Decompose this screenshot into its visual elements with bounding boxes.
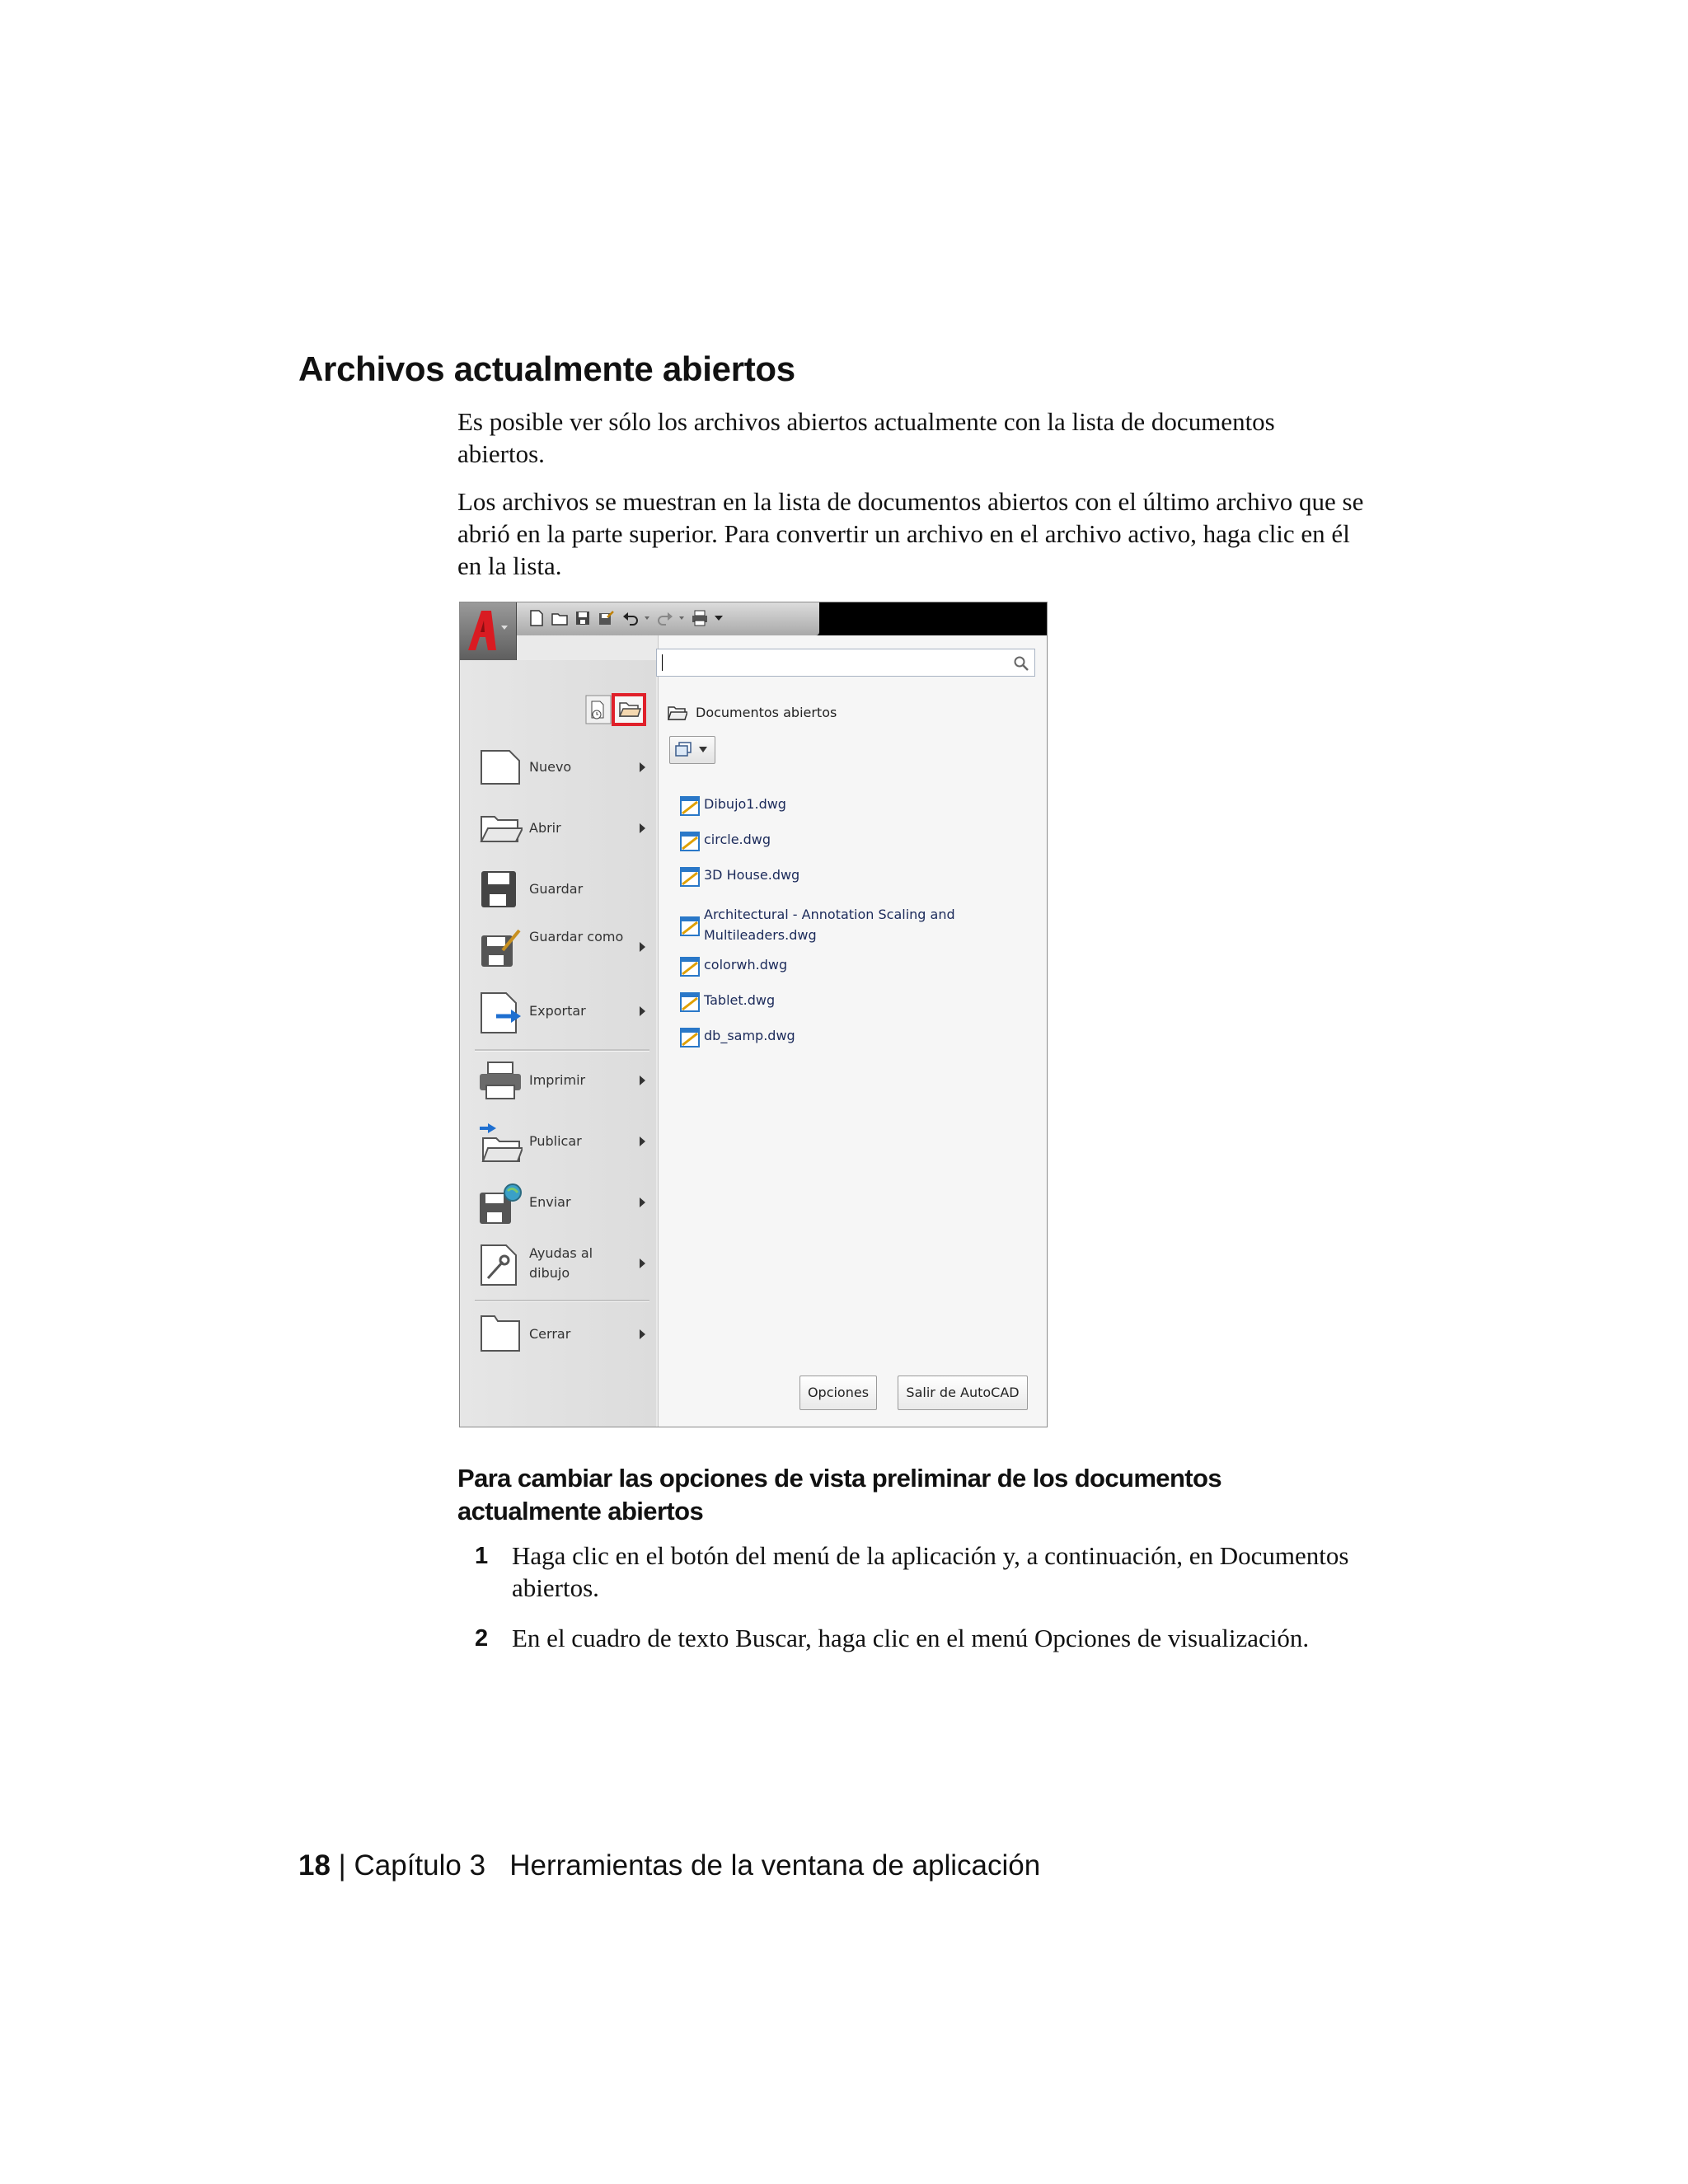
display-options-button[interactable] (669, 736, 715, 764)
footer-chapter-title: Herramientas de la ventana de aplicación (509, 1849, 1041, 1882)
menu-item-label: Guardar (529, 881, 584, 897)
menu-item-label: Exportar (529, 1003, 586, 1019)
export-icon (478, 991, 523, 1034)
file-name: colorwh.dwg (704, 957, 788, 972)
printer-icon (478, 1061, 523, 1104)
dwg-file-icon (679, 956, 701, 977)
close-document-icon (478, 1311, 523, 1354)
submenu-arrow-icon (640, 1006, 645, 1016)
file-name: db_samp.dwg (704, 1028, 795, 1043)
dwg-file-icon (679, 795, 701, 817)
menu-item-exportar[interactable] (478, 985, 651, 1039)
open-file-item[interactable] (679, 904, 1025, 947)
menu-item-label: Imprimir (529, 1072, 586, 1088)
save-as-disk-icon (478, 927, 523, 970)
menu-item-abrir[interactable] (478, 802, 651, 856)
submenu-arrow-icon (640, 1258, 645, 1268)
menu-item-label: Ayudas al dibujo (529, 1245, 593, 1281)
submenu-arrow-icon (640, 942, 645, 952)
page-number: 18 (298, 1849, 331, 1882)
dwg-file-icon (679, 991, 701, 1013)
menu-item-enviar[interactable] (478, 1176, 651, 1230)
publish-icon (478, 1122, 523, 1165)
menu-item-label: Abrir (529, 820, 561, 836)
menu-item-ayudas-al-dibujo[interactable] (478, 1237, 651, 1291)
menu-item-cerrar[interactable] (478, 1305, 651, 1359)
search-input[interactable] (656, 649, 1035, 677)
exit-autocad-button[interactable]: Salir de AutoCAD (898, 1376, 1028, 1410)
file-name: 3D House.dwg (704, 867, 800, 883)
dwg-file-icon (679, 831, 701, 852)
options-button[interactable]: Opciones (799, 1376, 877, 1410)
step-number: 2 (475, 1625, 489, 1652)
submenu-arrow-icon (640, 762, 645, 772)
application-menu-button[interactable] (460, 602, 517, 660)
chevron-down-icon (698, 746, 708, 754)
application-menu-commands (460, 660, 656, 1427)
menu-item-guardar[interactable] (478, 863, 651, 917)
dwg-file-icon (679, 1027, 701, 1048)
customize-qat-dropdown-icon[interactable] (710, 609, 729, 627)
file-name: Dibujo1.dwg (704, 796, 786, 812)
new-file-icon[interactable] (528, 609, 546, 627)
redo-icon[interactable] (656, 609, 674, 627)
file-name: Tablet.dwg (704, 992, 776, 1008)
quick-access-toolbar (516, 602, 819, 635)
search-icon[interactable] (1013, 655, 1029, 672)
menu-separator (475, 1049, 649, 1052)
step-number: 1 (475, 1543, 489, 1569)
submenu-arrow-icon (640, 1137, 645, 1146)
submenu-arrow-icon (640, 823, 645, 833)
menu-item-guardar-como[interactable] (478, 921, 651, 975)
dwg-file-icon (679, 866, 701, 888)
undo-dropdown-icon[interactable] (640, 609, 658, 627)
undo-icon[interactable] (621, 609, 640, 627)
menu-item-label: Cerrar (529, 1326, 571, 1342)
menu-item-label: Publicar (529, 1133, 582, 1149)
print-icon[interactable] (691, 609, 709, 627)
save-disk-icon (478, 869, 523, 909)
send-icon (478, 1183, 523, 1226)
recent-documents-icon[interactable] (585, 695, 612, 724)
intro-paragraph: Es posible ver sólo los archivos abiertos actualmente con la lista de documentos abiertos. (457, 407, 1275, 468)
application-menu-screenshot (459, 602, 1048, 1427)
procedure-title: Para cambiar las opciones de vista preliminar de los documentos actualmente abiertos (457, 1464, 1221, 1526)
open-icon (478, 808, 523, 848)
menu-item-publicar[interactable] (478, 1115, 651, 1169)
section-title: Archivos actualmente abiertos (298, 349, 795, 388)
submenu-arrow-icon (640, 1197, 645, 1207)
footer-spacer (485, 1849, 509, 1882)
menu-item-label: Nuevo (529, 759, 572, 775)
open-documents-folder-icon (668, 705, 687, 721)
autocad-logo-icon (460, 602, 516, 660)
menu-item-label: Guardar como (529, 929, 624, 944)
save-as-icon[interactable] (597, 609, 615, 627)
dwg-file-icon (679, 916, 701, 937)
menu-item-imprimir[interactable] (478, 1054, 651, 1108)
redo-dropdown-icon[interactable] (674, 609, 692, 627)
page-footer (298, 1849, 1040, 1882)
submenu-arrow-icon (640, 1329, 645, 1339)
menu-item-nuevo[interactable] (478, 741, 651, 795)
open-folder-icon[interactable] (551, 609, 569, 627)
menu-separator (475, 1300, 649, 1302)
step-text: Haga clic en el botón del menú de la aplicación y, a continuación, en Documentos abiertos. (512, 1541, 1349, 1602)
submenu-arrow-icon (640, 1076, 645, 1085)
file-name: circle.dwg (704, 832, 771, 847)
new-document-icon (478, 748, 523, 787)
text-cursor (662, 654, 663, 671)
view-options-icon (673, 741, 695, 759)
step-text: En el cuadro de texto Buscar, haga clic en el menú Opciones de visualización. (512, 1624, 1310, 1652)
menu-item-label: Enviar (529, 1194, 571, 1210)
open-documents-header: Documentos abiertos (696, 705, 837, 720)
save-icon[interactable] (574, 609, 592, 627)
footer-divider: | (330, 1849, 354, 1882)
open-documents-icon[interactable] (612, 693, 646, 726)
file-name: Architectural - Annotation Scaling and Multileaders.dwg (704, 907, 955, 943)
footer-chapter: Capítulo 3 (354, 1849, 486, 1882)
drawing-utilities-icon (478, 1244, 523, 1286)
description-paragraph: Los archivos se muestran en la lista de documentos abiertos con el último archivo que se abrió en la parte superior. Para convertir un archivo en el archivo activo, haga clic en él en la lista. (457, 487, 1364, 580)
